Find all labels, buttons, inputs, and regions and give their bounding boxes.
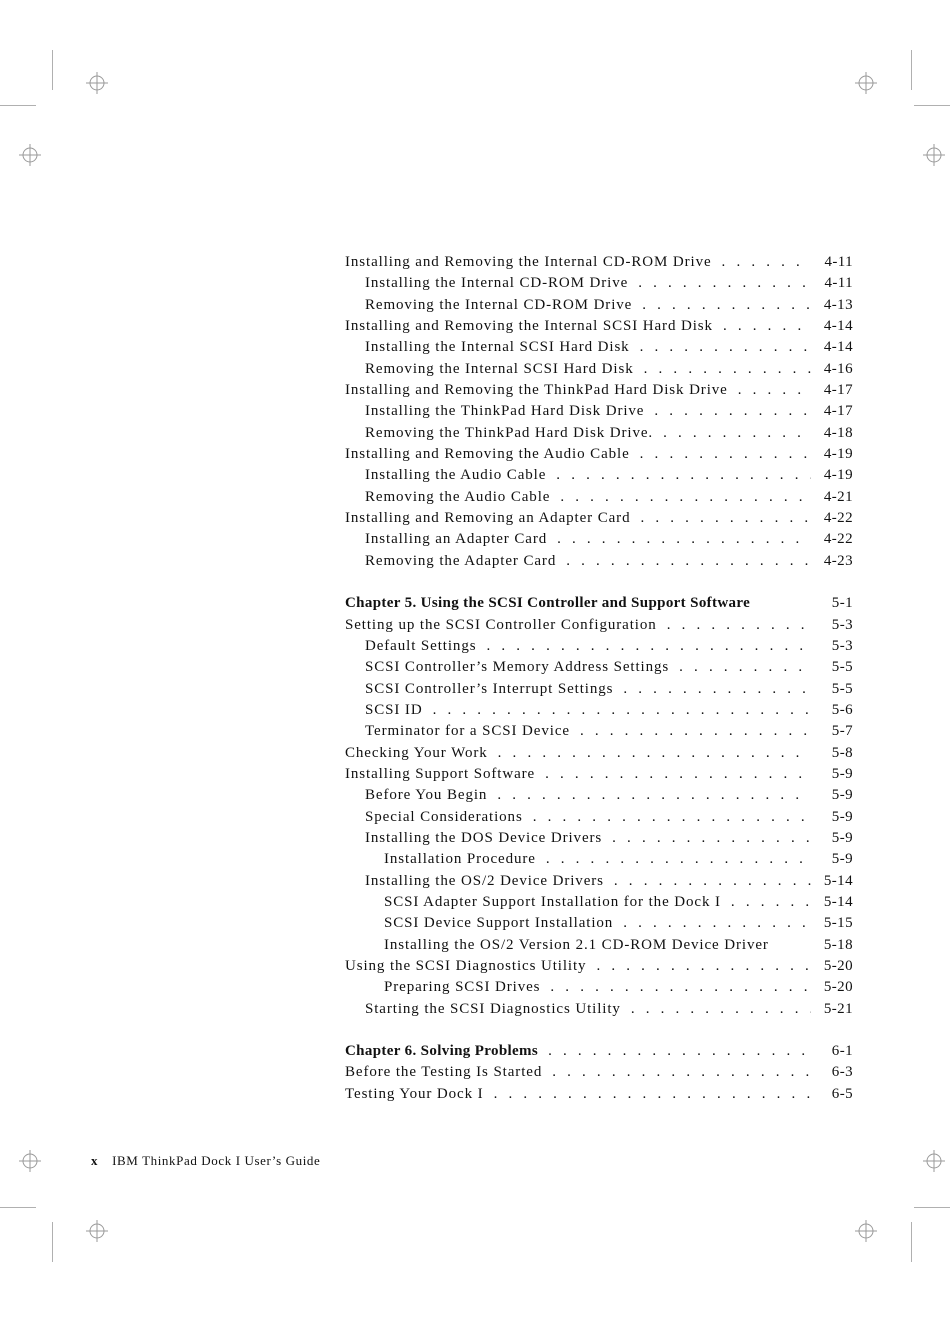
toc-entry[interactable]	[345, 999, 853, 1020]
toc-entry[interactable]	[345, 615, 853, 636]
toc-entry-page: 5-9	[831, 808, 853, 825]
toc-entry[interactable]	[345, 444, 853, 465]
crop-line-bottom-right-horizontal	[914, 1207, 950, 1208]
toc-entry[interactable]	[345, 935, 853, 956]
toc-entry-title: Installing Support Software	[345, 765, 536, 782]
toc-entry[interactable]	[345, 359, 853, 380]
toc-entry-page: 4-22	[823, 531, 853, 548]
toc-entry-page: 6-1	[831, 1043, 853, 1060]
toc-entry-page: 4-14	[823, 318, 853, 335]
toc-entry-page: 4-11	[824, 275, 853, 292]
toc-entry-title: Installing and Removing the Audio Cable	[345, 446, 630, 463]
toc-entry-page: 4-23	[823, 552, 853, 569]
crop-line-bottom-left-vertical	[52, 1222, 53, 1262]
toc-entry-title: Checking Your Work	[345, 744, 488, 761]
toc-entry-page: 4-19	[823, 467, 853, 484]
toc-entry-page: 5-20	[823, 979, 853, 996]
crop-line-top-left-horizontal	[0, 105, 36, 106]
toc-dot-leader	[640, 508, 811, 529]
toc-entry-title: Installing the OS/2 Device Drivers	[365, 872, 604, 889]
toc-entry[interactable]	[345, 465, 853, 486]
toc-entry[interactable]	[345, 1062, 853, 1083]
toc-dot-leader	[654, 401, 811, 422]
toc-entry[interactable]	[345, 508, 853, 529]
toc-entry-page: 5-3	[831, 616, 853, 633]
toc-dot-leader	[596, 956, 811, 977]
toc-entry[interactable]	[345, 337, 853, 358]
toc-dot-leader	[556, 465, 811, 486]
toc-entry-page: 4-13	[823, 296, 853, 313]
toc-entry[interactable]	[345, 849, 853, 870]
toc-dot-leader	[640, 444, 811, 465]
page-footer	[91, 1153, 320, 1169]
toc-dot-leader	[548, 1041, 811, 1062]
registration-mark-bottom-right	[855, 1220, 877, 1242]
toc-entry[interactable]	[345, 423, 853, 444]
toc-entry-page: 5-1	[831, 595, 853, 612]
registration-mark-bottom-left	[86, 1220, 108, 1242]
toc-entry[interactable]	[345, 1084, 853, 1105]
toc-entry-page: 4-22	[823, 510, 853, 527]
toc-entry-page: 4-21	[823, 488, 853, 505]
toc-dot-leader	[640, 337, 811, 358]
toc-dot-leader	[560, 487, 811, 508]
toc-dot-leader	[433, 700, 811, 721]
toc-entry-title: Installing and Removing the ThinkPad Hard Disk Drive	[345, 382, 728, 399]
toc-entry[interactable]	[345, 529, 853, 550]
toc-entry-title: Testing Your Dock I	[345, 1085, 484, 1102]
toc-entry[interactable]	[345, 807, 853, 828]
toc-entry-title: Default Settings	[365, 637, 477, 654]
toc-dot-leader	[642, 295, 811, 316]
toc-entry-title: Starting the SCSI Diagnostics Utility	[365, 1000, 621, 1017]
toc-dot-leader	[644, 359, 811, 380]
table-of-contents	[345, 252, 853, 1105]
toc-dot-leader	[679, 657, 811, 678]
toc-entry-page: 5-9	[831, 829, 853, 846]
toc-entry[interactable]	[345, 956, 853, 977]
toc-entry-page: 5-8	[831, 744, 853, 761]
registration-mark-right-lower	[923, 1150, 945, 1172]
toc-dot-leader	[723, 316, 811, 337]
toc-entry-page: 5-5	[831, 680, 853, 697]
toc-dot-leader	[546, 849, 811, 870]
toc-entry[interactable]	[345, 700, 853, 721]
toc-entry-title: SCSI ID	[365, 701, 423, 718]
toc-dot-leader	[623, 913, 811, 934]
toc-dot-leader	[722, 252, 811, 273]
toc-dot-leader	[545, 764, 811, 785]
toc-entry-title: Before You Begin	[365, 787, 488, 804]
toc-entry-page: 5-21	[823, 1000, 853, 1017]
toc-entry-title: Installing the Internal SCSI Hard Disk	[365, 339, 630, 356]
toc-dot-leader	[738, 380, 811, 401]
toc-entry[interactable]	[345, 977, 853, 998]
toc-entry-title: Installing and Removing an Adapter Card	[345, 510, 631, 527]
toc-dot-leader	[612, 828, 811, 849]
toc-entry-page: 5-14	[823, 872, 853, 889]
toc-entry-title: Removing the Audio Cable	[365, 488, 551, 505]
toc-dot-leader	[533, 807, 811, 828]
toc-entry[interactable]	[345, 295, 853, 316]
toc-entry[interactable]	[345, 401, 853, 422]
toc-dot-leader	[631, 999, 811, 1020]
toc-dot-leader	[552, 1062, 811, 1083]
toc-dot-leader	[486, 636, 811, 657]
toc-entry[interactable]	[345, 380, 853, 401]
toc-entry-page: 4-16	[823, 360, 853, 377]
toc-entry-title: Installation Procedure	[384, 851, 536, 868]
toc-entry[interactable]	[345, 657, 853, 678]
toc-entry-page: 5-3	[831, 637, 853, 654]
toc-entry-title: Installing an Adapter Card	[365, 531, 548, 548]
toc-entry[interactable]	[345, 828, 853, 849]
toc-entry-page: 5-20	[823, 958, 853, 974]
toc-chapter-entry[interactable]	[345, 593, 853, 614]
toc-dot-leader	[566, 551, 811, 572]
toc-entry-page: 4-17	[823, 403, 853, 420]
toc-entry[interactable]	[345, 636, 853, 657]
toc-entry-page: 4-17	[823, 382, 853, 399]
toc-dot-leader	[557, 529, 811, 550]
toc-entry-page: 4-18	[823, 424, 853, 441]
toc-entry-title: Chapter 6. Solving Problems	[345, 1043, 539, 1060]
toc-entry-title: Installing the Audio Cable	[365, 467, 547, 484]
toc-entry-title: Removing the Internal CD-ROM Drive	[365, 296, 633, 313]
toc-entry-title: Installing and Removing the Internal CD-ROM Drive	[345, 254, 712, 270]
toc-entry-page: 4-11	[824, 254, 853, 270]
toc-entry-title: Setting up the SCSI Controller Configuration	[345, 616, 657, 633]
toc-entry-title: SCSI Adapter Support Installation for the Dock I	[384, 893, 721, 910]
toc-entry-page: 6-3	[831, 1064, 853, 1081]
toc-dot-leader	[580, 721, 811, 742]
toc-entry-title: Installing the Internal CD-ROM Drive	[365, 275, 629, 292]
toc-entry-page: 5-7	[831, 723, 853, 740]
toc-entry[interactable]	[345, 871, 853, 892]
toc-entry[interactable]	[345, 679, 853, 700]
toc-entry-page: 5-5	[831, 659, 853, 676]
toc-entry-page: 4-19	[823, 446, 853, 463]
toc-entry-page: 5-9	[831, 851, 853, 868]
toc-entry-page: 5-14	[823, 893, 853, 910]
toc-entry[interactable]	[345, 892, 853, 913]
toc-entry[interactable]	[345, 785, 853, 806]
toc-entry-page: 5-9	[831, 765, 853, 782]
crop-line-bottom-left-horizontal	[0, 1207, 36, 1208]
toc-entry[interactable]	[345, 764, 853, 785]
toc-entry-title: Installing the DOS Device Drivers	[365, 829, 603, 846]
toc-entry-title: Installing the OS/2 Version 2.1 CD-ROM Device Driver	[384, 936, 769, 953]
toc-entry-title: Preparing SCSI Drives	[384, 979, 541, 996]
registration-mark-top-left	[86, 72, 108, 94]
toc-dot-leader	[663, 423, 811, 444]
toc-entry-title: SCSI Controller’s Memory Address Settings	[365, 659, 670, 676]
toc-dot-leader	[623, 679, 811, 700]
footer-document-title: IBM ThinkPad Dock I User’s Guide	[112, 1153, 321, 1168]
toc-dot-leader	[667, 615, 811, 636]
toc-dot-leader	[494, 1084, 811, 1105]
toc-entry-page: 5-9	[831, 787, 853, 804]
toc-entry[interactable]	[345, 273, 853, 294]
toc-entry-title: Chapter 5. Using the SCSI Controller and Support Software	[345, 595, 751, 612]
toc-entry-title: Removing the Internal SCSI Hard Disk	[365, 360, 634, 377]
toc-entry-title: Using the SCSI Diagnostics Utility	[345, 958, 587, 974]
toc-entry[interactable]	[345, 721, 853, 742]
toc-entry[interactable]	[345, 316, 853, 337]
toc-entry[interactable]	[345, 913, 853, 934]
toc-entry-title: Special Considerations	[365, 808, 523, 825]
toc-entry-title: Installing and Removing the Internal SCSI Hard Disk	[345, 318, 713, 335]
toc-entry[interactable]	[345, 743, 853, 764]
toc-chapter-entry[interactable]	[345, 1041, 853, 1062]
toc-dot-leader	[498, 743, 811, 764]
registration-mark-top-right	[855, 72, 877, 94]
toc-entry-page: 4-14	[823, 339, 853, 356]
toc-entry-page: 6-5	[831, 1085, 853, 1102]
registration-mark-left-upper	[19, 144, 41, 166]
toc-dot-leader	[731, 892, 811, 913]
toc-entry[interactable]	[345, 252, 853, 273]
toc-entry[interactable]	[345, 487, 853, 508]
crop-line-bottom-right-vertical	[911, 1222, 912, 1262]
toc-entry-title: Removing the ThinkPad Hard Disk Drive.	[365, 424, 654, 441]
registration-mark-right-upper	[923, 144, 945, 166]
toc-entry-title: Installing the ThinkPad Hard Disk Drive	[365, 403, 645, 420]
toc-dot-leader	[614, 871, 811, 892]
toc-entry-title: Before the Testing Is Started	[345, 1064, 543, 1081]
registration-mark-left-lower	[19, 1150, 41, 1172]
toc-entry-title: SCSI Controller’s Interrupt Settings	[365, 680, 614, 697]
crop-line-top-right-vertical	[911, 50, 912, 90]
footer-page-number: x	[91, 1153, 99, 1168]
crop-line-top-right-horizontal	[914, 105, 950, 106]
crop-line-top-left-vertical	[52, 50, 53, 90]
toc-entry-page: 5-15	[823, 915, 853, 932]
toc-dot-leader	[638, 273, 811, 294]
toc-entry[interactable]	[345, 551, 853, 572]
toc-entry-title: Removing the Adapter Card	[365, 552, 557, 569]
toc-entry-title: Terminator for a SCSI Device	[365, 723, 570, 740]
toc-entry-page: 5-18	[823, 936, 853, 953]
toc-entry-page: 5-6	[831, 701, 853, 718]
toc-entry-title: SCSI Device Support Installation	[384, 915, 614, 932]
toc-dot-leader	[550, 977, 811, 998]
toc-dot-leader	[497, 785, 811, 806]
